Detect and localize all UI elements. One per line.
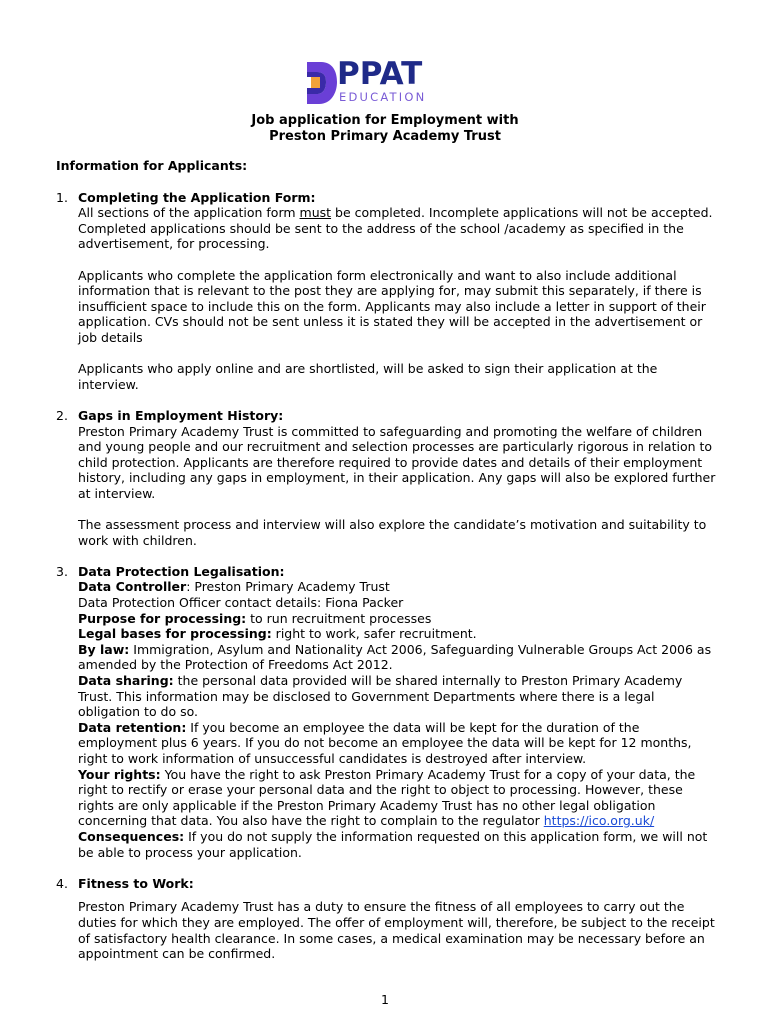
- section-number: 3.: [56, 563, 68, 579]
- section-number: 4.: [56, 875, 68, 891]
- page-title-line-1: Job application for Employment with: [251, 113, 519, 128]
- section-title: Data Protection Legalisation:: [78, 563, 285, 579]
- section-title: Gaps in Employment History:: [78, 407, 284, 423]
- section-completing-form: [56, 190, 720, 393]
- by-law: By law: Immigration, Asylum and Nationality Act 2006, Safeguarding Vulnerable Groups Act 2006 as amended by the Protection of Freedoms Act 2012.: [78, 641, 712, 673]
- section-fitness-to-work: [56, 876, 720, 962]
- purpose-for-processing: Purpose for processing: to run recruitment processes: [78, 610, 432, 626]
- ico-link[interactable]: https://ico.org.uk/: [543, 813, 655, 829]
- ppat-logo-mark-icon: [305, 60, 339, 106]
- section-number: 1.: [56, 189, 68, 205]
- your-rights: Your rights: You have the right to ask Preston Primary Academy Trust for a copy of your data, the right to rectify or erase your personal data and the right to object to processing. However, these rights are only applicable if the Preston Primary Academy Trust has no other legal obligation concerning that data. You also have the right to complain to the regulator https://ico.org.uk/: [78, 766, 696, 829]
- section-paragraph: Preston Primary Academy Trust is committed to safeguarding and promoting the welfare of children and young people and our recruitment and selection processes are particularly rigorous in relation to child protection. Applicants are therefore required to provide dates and details of their employment history, including any gaps in employment, in their application. Any gaps will also be explored further at interview.: [78, 423, 716, 501]
- consequences: Consequences: If you do not supply the information requested on this application form, we will not be able to process your application.: [78, 828, 708, 860]
- section-title: Completing the Application Form:: [78, 189, 316, 205]
- section-number: 2.: [56, 407, 68, 423]
- data-controller: Data Controller: Preston Primary Academy Trust: [78, 579, 390, 595]
- page-number: 1: [381, 992, 389, 1007]
- section-paragraph: Applicants who complete the application form electronically and want to also include additional information that is relevant to the post they are applying for, may submit this separately, if there is insufficient space to include this on the form. Applicants may also include a letter in support of their application. CVs should not be sent unless it is stated they will be accepted in the advertisement or job details: [78, 267, 706, 345]
- section-paragraph: Preston Primary Academy Trust has a duty to ensure the fitness of all employees to carry out the duties for which they are employed. The offer of employment will, therefore, be subject to the receipt of satisfactory health clearance. In some cases, a medical examination may be necessary before an appointment can be confirmed.: [78, 899, 715, 962]
- section-paragraph: Applicants who apply online and are shortlisted, will be asked to sign their application at the interview.: [78, 361, 658, 392]
- section-paragraph: The assessment process and interview will also explore the candidate’s motivation and suitability to work with children.: [78, 517, 707, 548]
- must-emphasis: must: [299, 205, 332, 221]
- legal-bases: Legal bases for processing: right to work, safer recruitment.: [78, 626, 477, 642]
- dpo-contact: Data Protection Officer contact details: Fiona Packer: [78, 595, 404, 611]
- page-title-line-2: Preston Primary Academy Trust: [269, 129, 501, 144]
- ppat-logo: [305, 56, 470, 110]
- section-title: Fitness to Work:: [78, 875, 194, 891]
- document-body: [56, 158, 720, 962]
- section-paragraph: All sections of the application form must be completed. Incomplete applications will not be accepted. Completed applications should be sent to the address of the school /academy as specified in the advertisement, for processing.: [78, 205, 713, 252]
- logo-wordmark: PPAT: [337, 56, 423, 92]
- data-sharing: Data sharing: the personal data provided will be shared internally to Preston Primary Academy Trust. This information may be disclosed to Government Departments where there is a legal obligation to do so.: [78, 673, 683, 720]
- logo-subtitle: EDUCATION: [339, 90, 427, 104]
- section-employment-gaps: [56, 408, 720, 548]
- intro-heading: Information for Applicants:: [56, 158, 248, 173]
- data-retention: Data retention: If you become an employee the data will be kept for the duration of the employment plus 6 years. If you do not become an employee the data will be kept for 12 months, right to work information of unsuccessful candidates is destroyed after interview.: [78, 719, 692, 766]
- section-data-protection: [56, 564, 720, 860]
